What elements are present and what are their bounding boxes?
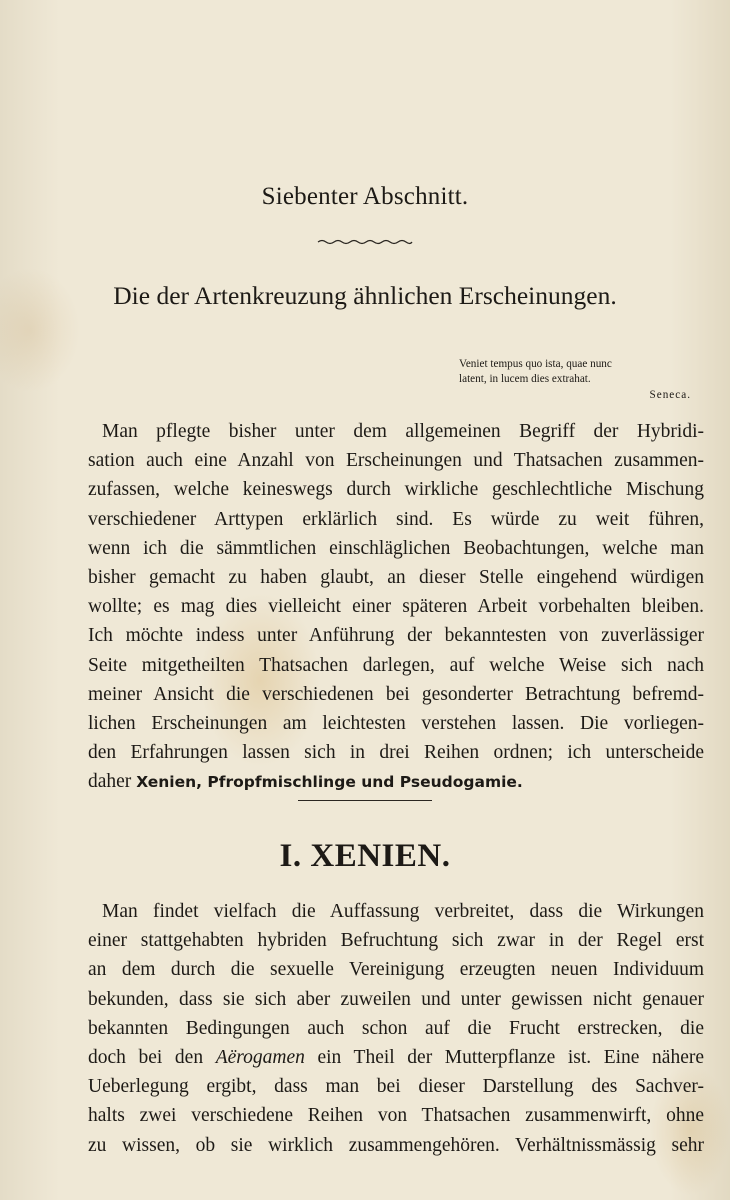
ornament-divider <box>316 236 414 246</box>
text-line: Man pflegte bisher unter dem allgemeinen Begriff der Hybridi- <box>102 421 704 442</box>
section-rule <box>298 800 432 801</box>
paragraph-xenien <box>88 897 704 1160</box>
text-line-last <box>88 767 704 796</box>
text-line: an dem durch die sexuelle Vereinigung erzeugten neuen Individuum <box>88 959 704 981</box>
text-line: wenn ich die sämmtlichen einschläglichen Beobachtungen, welche man <box>88 537 704 559</box>
text-line: Ich möchte indess unter Anführung der bekanntesten von zuverlässiger <box>88 625 704 647</box>
text-line: bekannten Bedingungen auch schon auf die Frucht erstrecken, die <box>88 1017 704 1039</box>
epigraph-line-1: Veniet tempus quo ista, quae nunc <box>459 358 612 370</box>
text-prefix: doch bei den <box>88 1046 204 1068</box>
chapter-subtitle: Die der Artenkreuzung ähnlichen Erscheinungen. <box>113 281 617 310</box>
bold-terms: Xenien, Pfropfmischlinge und Pseudogamie. <box>136 773 523 792</box>
epigraph-line-2: latent, in lucem dies extrahat. <box>459 373 591 386</box>
text-suffix: ein Theil der Mutterpflanze ist. Eine nähere <box>317 1046 705 1068</box>
text-line: bekunden, dass sie sich aber zuweilen und unter gewissen nicht genauer <box>88 988 704 1010</box>
epigraph <box>459 357 699 403</box>
text-line: verschiedener Arttypen erklärlich sind. Es würde zu weit führen, <box>88 508 704 530</box>
text-line: sation auch eine Anzahl von Erscheinungen und Thatsachen zusammen- <box>88 450 704 472</box>
text-line: wollte; es mag dies vielleicht einer späteren Arbeit vorbehalten bleiben. <box>88 596 704 618</box>
text-line: meiner Ansicht die verschiedenen bei gesonderter Betrachtung befremd- <box>88 683 704 705</box>
text-line: einer stattgehabten hybriden Befruchtung sich zwar in der Regel erst <box>88 930 704 952</box>
text-line: zu wissen, ob sie wirklich zusammengehören. Verhältnissmässig sehr <box>88 1134 704 1156</box>
italic-term: Aërogamen <box>215 1046 305 1068</box>
epigraph-author: Seneca. <box>649 388 691 401</box>
text-line: Seite mitgetheilten Thatsachen darlegen, auf welche Weise sich nach <box>88 654 704 676</box>
text-line <box>88 1043 704 1072</box>
text-line: halts zwei verschiedene Reihen von Thatsachen zusammenwirft, ohne <box>88 1105 704 1127</box>
chapter-title: Siebenter Abschnitt. <box>261 183 469 210</box>
text-line: den Erfahrungen lassen sich in drei Reihen ordnen; ich unterscheide <box>88 742 704 764</box>
text-line: lichen Erscheinungen am leichtesten verstehen lassen. Die vorliegen- <box>88 712 704 734</box>
text-prefix: daher <box>88 771 132 793</box>
paragraph-intro <box>88 417 704 796</box>
text-line: Ueberlegung ergibt, dass man bei dieser Darstellung des Sachver- <box>88 1076 704 1098</box>
text-line: Man findet vielfach die Auffassung verbreitet, dass die Wirkungen <box>102 901 704 922</box>
text-line: zufassen, welche keineswegs durch wirkliche geschlechtliche Mischung <box>88 479 704 501</box>
text-line: bisher gemacht zu haben glaubt, an dieser Stelle eingehend würdigen <box>88 566 704 588</box>
section-title: I. XENIEN. <box>279 838 451 874</box>
